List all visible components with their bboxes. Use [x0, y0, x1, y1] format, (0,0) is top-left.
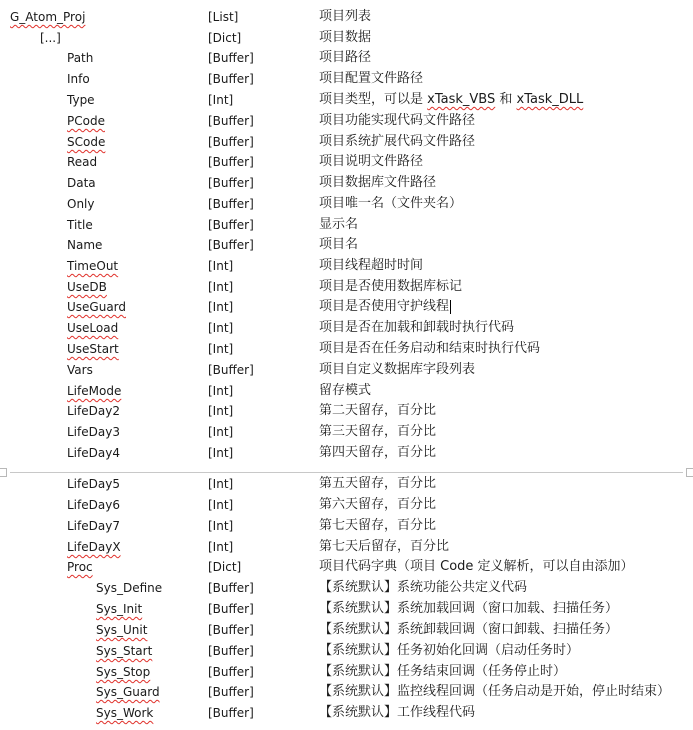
table-row — [0, 641, 693, 661]
field-name[interactable]: G_Atom_Proj — [10, 10, 86, 24]
field-name[interactable]: UseLoad — [67, 321, 119, 335]
field-description[interactable]: 项目自定义数据库字段列表 — [319, 362, 476, 377]
field-name[interactable]: [...] — [40, 31, 61, 45]
field-description[interactable] — [319, 90, 583, 110]
table-row — [0, 48, 693, 68]
table-row — [0, 578, 693, 598]
field-type[interactable]: [Buffer] — [208, 238, 254, 252]
table-row — [0, 495, 693, 515]
field-name[interactable]: Sys_Start — [96, 644, 153, 658]
field-description[interactable]: 项目是否在任务启动和结束时执行代码 — [319, 341, 541, 356]
table-row — [0, 111, 693, 131]
field-type[interactable]: [Int] — [208, 498, 234, 512]
table-row — [0, 537, 693, 557]
field-description[interactable]: 留存模式 — [319, 383, 372, 398]
field-type[interactable]: [Buffer] — [208, 363, 254, 377]
field-type[interactable]: [Buffer] — [208, 218, 254, 232]
field-type[interactable]: [Buffer] — [208, 644, 254, 658]
field-name[interactable]: Proc — [67, 560, 93, 574]
table-row — [0, 703, 693, 723]
field-name[interactable]: Path — [67, 51, 94, 65]
field-type[interactable]: [Int] — [208, 259, 234, 273]
table-row — [0, 318, 693, 338]
field-description[interactable]: 项目是否在加载和卸载时执行代码 — [319, 320, 515, 335]
field-description[interactable]: 第五天留存，百分比 — [319, 476, 437, 491]
table-row — [0, 381, 693, 401]
table-row — [0, 682, 693, 702]
field-description[interactable]: 项目功能实现代码文件路径 — [319, 113, 476, 128]
table-row — [0, 7, 693, 27]
field-name[interactable]: LifeDay5 — [67, 477, 120, 491]
field-type[interactable]: [Int] — [208, 280, 234, 294]
field-type[interactable]: [Buffer] — [208, 176, 254, 190]
field-type[interactable]: [Int] — [208, 342, 234, 356]
description-text: 项目是否使用守护线程 — [319, 299, 450, 314]
table-row — [0, 194, 693, 214]
field-name[interactable]: LifeDay7 — [67, 519, 120, 533]
field-name[interactable]: Sys_Work — [96, 706, 154, 720]
field-name[interactable]: Vars — [67, 363, 93, 377]
field-name[interactable]: Title — [67, 218, 93, 232]
field-description[interactable]: 项目数据 — [319, 30, 372, 45]
field-name[interactable]: UseDB — [67, 280, 107, 294]
field-name[interactable]: SCode — [67, 135, 106, 149]
field-description[interactable]: 【系统默认】系统卸载回调（窗口卸载、扫描任务） — [319, 622, 619, 637]
field-type[interactable]: [Buffer] — [208, 72, 254, 86]
field-type[interactable]: [Buffer] — [208, 51, 254, 65]
table-row — [0, 360, 693, 380]
table-row — [0, 620, 693, 640]
table-row — [0, 215, 693, 235]
field-description[interactable]: 项目代码字典（项目 Code 定义解析，可以自由添加） — [319, 559, 634, 574]
field-name[interactable]: Info — [67, 72, 90, 86]
description-code-term: xTask_DLL — [516, 92, 584, 107]
field-type[interactable]: [Int] — [208, 519, 234, 533]
field-type[interactable]: [List] — [208, 10, 239, 24]
table-row — [0, 662, 693, 682]
field-name[interactable]: LifeDayX — [67, 540, 121, 554]
table-row — [0, 90, 693, 110]
description-text: 和 — [495, 92, 517, 107]
field-name[interactable]: TimeOut — [67, 259, 119, 273]
field-type[interactable]: [Int] — [208, 300, 234, 314]
field-type[interactable]: [Buffer] — [208, 155, 254, 169]
description-code-term: xTask_VBS — [427, 92, 496, 107]
field-type[interactable]: [Dict] — [208, 560, 242, 574]
table-row — [0, 256, 693, 276]
field-name[interactable]: Data — [67, 176, 96, 190]
field-description[interactable]: 第六天留存，百分比 — [319, 497, 437, 512]
field-type[interactable]: [Int] — [208, 404, 234, 418]
page-break-line — [10, 472, 683, 473]
field-type[interactable]: [Int] — [208, 93, 234, 107]
field-description[interactable]: 项目是否使用数据库标记 — [319, 279, 463, 294]
table-row — [0, 28, 693, 48]
field-type[interactable]: [Buffer] — [208, 623, 254, 637]
table-row — [0, 152, 693, 172]
field-description[interactable]: 第二天留存，百分比 — [319, 403, 437, 418]
field-name[interactable]: Type — [67, 93, 95, 107]
table-row — [0, 235, 693, 255]
field-name[interactable]: Sys_Stop — [96, 665, 151, 679]
field-description[interactable]: 【系统默认】系统功能公共定义代码 — [319, 580, 528, 595]
field-type[interactable]: [Buffer] — [208, 665, 254, 679]
table-row — [0, 443, 693, 463]
field-description[interactable]: 【系统默认】系统加载回调（窗口加载、扫描任务） — [319, 601, 619, 616]
field-name[interactable]: PCode — [67, 114, 105, 128]
field-type[interactable]: [Int] — [208, 425, 234, 439]
table-row — [0, 516, 693, 536]
field-name[interactable]: LifeMode — [67, 384, 122, 398]
table-row — [0, 557, 693, 577]
field-type[interactable]: [Buffer] — [208, 685, 254, 699]
table-row — [0, 422, 693, 442]
field-description[interactable]: 项目配置文件路径 — [319, 71, 424, 86]
table-row — [0, 277, 693, 297]
field-description[interactable]: 项目说明文件路径 — [319, 154, 424, 169]
field-type[interactable]: [Buffer] — [208, 602, 254, 616]
table-row — [0, 401, 693, 421]
field-description[interactable] — [319, 297, 451, 317]
field-name[interactable]: LifeDay2 — [67, 404, 120, 418]
field-description[interactable]: 【系统默认】任务初始化回调（启动任务时） — [319, 643, 580, 658]
field-name[interactable]: LifeDay3 — [67, 425, 120, 439]
table-row — [0, 339, 693, 359]
field-description[interactable]: 项目列表 — [319, 9, 372, 24]
field-name[interactable]: Sys_Define — [96, 581, 163, 595]
field-description[interactable]: 项目系统扩展代码文件路径 — [319, 134, 476, 149]
description-text: 项目类型，可以是 — [319, 92, 428, 107]
field-name[interactable]: LifeDay4 — [67, 446, 120, 460]
field-description[interactable]: 项目唯一名（文件夹名） — [319, 196, 463, 211]
field-description[interactable]: 项目线程超时时间 — [319, 258, 424, 273]
field-name[interactable]: Name — [67, 238, 103, 252]
field-type[interactable]: [Int] — [208, 384, 234, 398]
table-row — [0, 474, 693, 494]
text-cursor — [450, 300, 451, 314]
field-type[interactable]: [Dict] — [208, 31, 242, 45]
field-description[interactable]: 【系统默认】监控线程回调（任务启动是开始，停止时结束） — [319, 684, 671, 699]
field-description[interactable]: 项目名 — [319, 237, 359, 252]
field-description[interactable]: 【系统默认】工作线程代码 — [319, 705, 476, 720]
field-type[interactable]: [Buffer] — [208, 706, 254, 720]
field-name[interactable]: LifeDay6 — [67, 498, 120, 512]
table-row — [0, 173, 693, 193]
field-name[interactable]: Sys_Guard — [96, 685, 160, 699]
field-type[interactable]: [Buffer] — [208, 135, 254, 149]
field-name[interactable]: Read — [67, 155, 98, 169]
field-type[interactable]: [Int] — [208, 540, 234, 554]
field-description[interactable]: 项目数据库文件路径 — [319, 175, 437, 190]
field-description[interactable]: 第三天留存，百分比 — [319, 424, 437, 439]
field-description[interactable]: 第四天留存，百分比 — [319, 445, 437, 460]
field-name[interactable]: Sys_Unit — [96, 623, 148, 637]
field-description[interactable]: 第七天后留存，百分比 — [319, 539, 450, 554]
field-name[interactable]: Only — [67, 197, 95, 211]
field-type[interactable]: [Int] — [208, 477, 234, 491]
field-type[interactable]: [Buffer] — [208, 114, 254, 128]
field-type[interactable]: [Int] — [208, 321, 234, 335]
field-type[interactable]: [Int] — [208, 446, 234, 460]
field-description[interactable]: 显示名 — [319, 217, 359, 232]
field-description[interactable]: 第七天留存，百分比 — [319, 518, 437, 533]
table-row — [0, 69, 693, 89]
field-description[interactable]: 项目路径 — [319, 50, 372, 65]
field-name[interactable]: UseStart — [67, 342, 119, 356]
table-row — [0, 297, 693, 317]
field-type[interactable]: [Buffer] — [208, 581, 254, 595]
field-description[interactable]: 【系统默认】任务结束回调（任务停止时） — [319, 664, 567, 679]
table-row — [0, 599, 693, 619]
field-name[interactable]: Sys_Init — [96, 602, 143, 616]
field-name[interactable]: UseGuard — [67, 300, 127, 314]
field-type[interactable]: [Buffer] — [208, 197, 254, 211]
table-row — [0, 132, 693, 152]
